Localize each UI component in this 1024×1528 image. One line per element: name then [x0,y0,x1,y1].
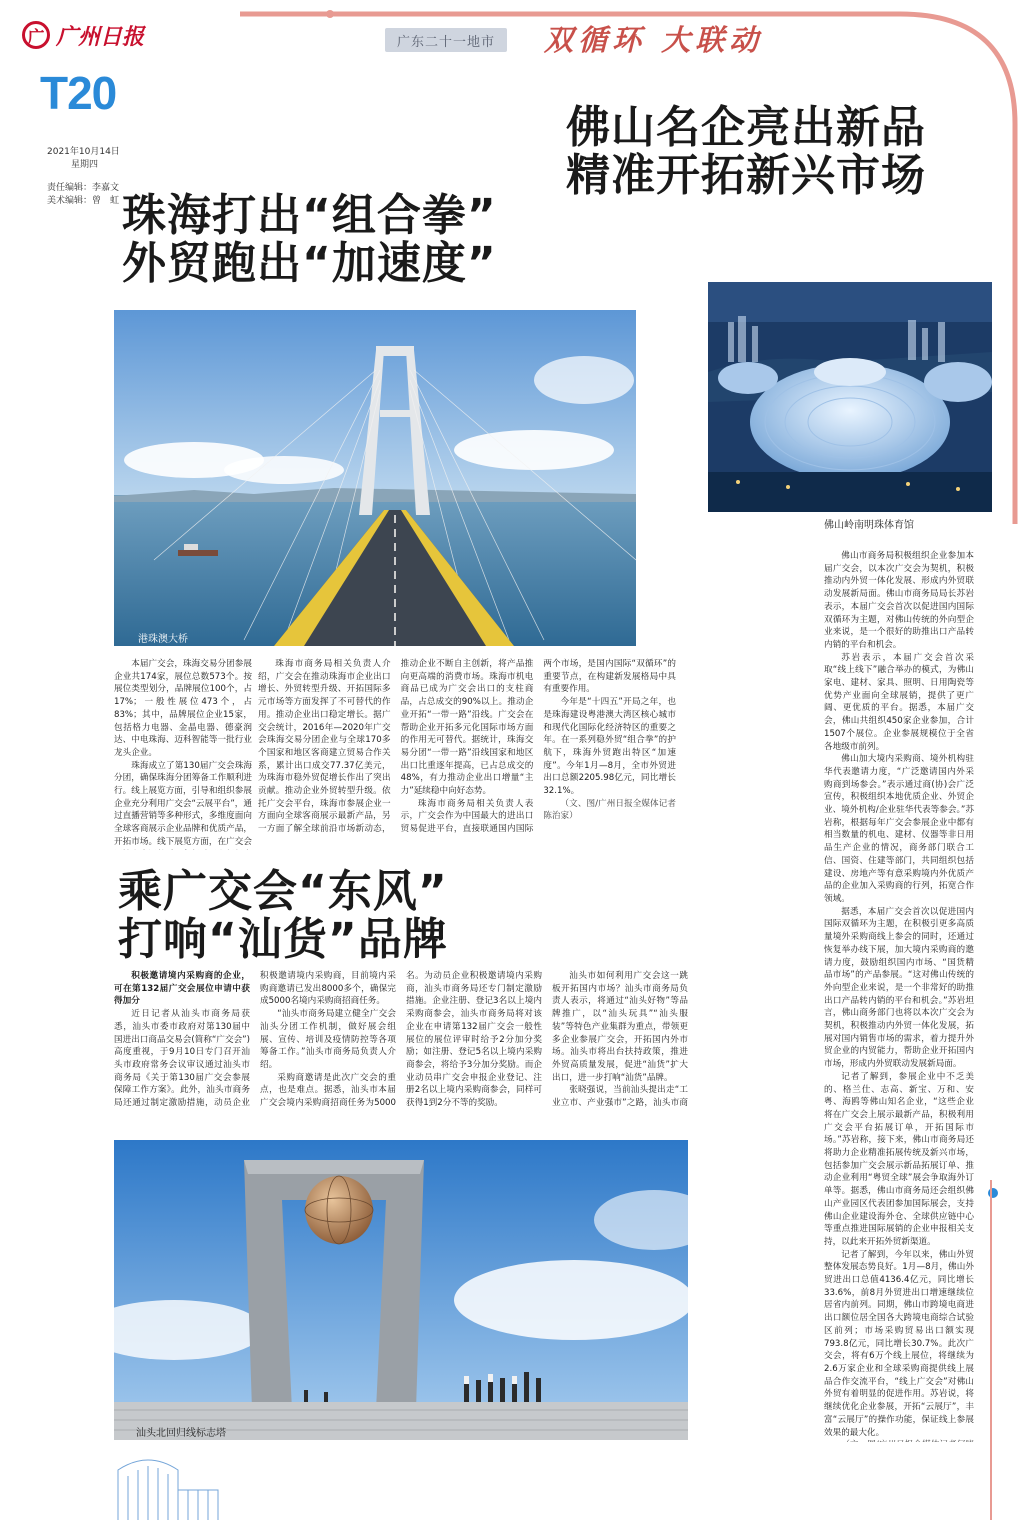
foshan-paragraph-4: 据悉，本届广交会首次以促进国内国际双循环为主题，在积极引更多高质量境外采购商线上参会的同时，还通过恢复举办线下展，加大境内采购商的邀请力度，鼓励组织国内市场、“国货精品市场”的产品参展。“这对佛山传统的外向型企业来说，是一个非常好的助推出口产品转内销的平台和机会。”苏岩坦言，佛山商务部门也将以本次广交会为契机，积极推动内外贸一体化发展，拓展对国内销售市场的需求，着力提升外贸企业的内贸能力，帮助企业开拓国内市场，形成内外贸联动发展新局面。 [824,906,974,1070]
foshan-headline-line2: 精准开拓新兴市场 [566,150,926,202]
shantou-paragraph-2: 近日记者从汕头市商务局获悉，汕头市委市政府对第130届中国进出口商品交易会(简称“广交会”)高度重视，于9月10日专门召开汕头市政府常务会议审议通过汕头市商务局《关于第130届广交会参展保障工作方案》。此外，汕头市商务局还通过制定激励措施，动员企业积极邀请境内采购商，目前境内采购商邀请已发出8000多个，确保完成5000名境内采购商招商任务。 [114,971,396,1109]
zhuhai-paragraph-5: 今年是“十四五”开局之年，也是珠海建设粤港澳大湾区核心城市和现代化国际化经济特区的重要之年。在一系列稳外贸“组合拳”的护航下，珠海外贸跑出特区“加速度”。今年1月—8月，全市外贸进出口总额2205.98亿元，同比增长32.1%。 [543,697,676,797]
foshan-paragraph-6: 记者了解到，今年以来，佛山外贸整体发展态势良好。1月—8月，佛山外贸进出口总值4136.4亿元，同比增长33.6%，前8月外贸进出口增速继续位居省内前列。同期，佛山市跨境电商进出口额位居全国各大跨境电商综合试验区前列；市场采购贸易出口额实现793.8亿元，同比增长30.7%。此次广交会，将有6万个线上展位，将继续为2.6万家企业和全球采购商提供线上展品合作交流平台，“线上广交会”对佛山外贸有着明显的促进作用。苏岩说，将继续优化企业参展，开拓“云展厅”，丰富“云展厅”的操作功能，保证线上参展效果的最大化。 [824,1249,974,1438]
shantou-tower-photo[interactable] [114,1140,688,1440]
tower-illustration [114,1140,688,1440]
gym-illustration [708,282,992,512]
decorative-rule [990,1180,998,1520]
zhuhai-column-1 [114,658,252,850]
zhuhai-paragraph-3: 珠海市商务局相关负责人介绍，广交会在推动珠海市企业出口增长、外贸转型升级、开拓国际多元市场等方面发挥了不可替代的作用。推动企业出口稳定增长。据广交会统计，2016年—2020年广交会珠海交易分团企业与全球170多个国家和地区客商建立贸易合作关系，累计出口成交77.37亿美元，为珠海市稳外贸促增长作出了突出贡献。推动企业外贸转型升级。依托广交会平台，珠海市参展企业一方面向全球客商展示最新产品，另一方面了解全球前沿市场新动态，推动企业不断自主创新，将产品推向更高端的消费市场。珠海市机电商品已成为广交会出口的支柱商品，占总成交的90%以上。推动企业开拓“一带一路”沿线。广交会在帮助企业开拓多元化国际市场方面的作用无可替代。据统计，珠海交易分团“一带一路”沿线国家和地区出口比重逐年提高，已占总成交的48%，有力推动企业出口增量“主力”延续稳中向好态势。 [258,659,534,835]
zhuhai-photo-caption: 港珠澳大桥 [138,634,188,645]
zhuhai-headline-line1: 珠海打出“组合拳” [122,190,497,241]
section-tag[interactable]: 广东二十一地市 [385,28,507,52]
foshan-paragraph-5: 记者了解到，参展企业中不乏美的、格兰仕、志高、新宝、万和、安粤、海鸥等佛山知名企业，“这些企业将在广交会上展示最新产品，积极利用广交会平台拓展订单，开拓国际市场。”苏岩称，接下来，佛山市商务局还将助力企业精准拓展传统及新兴市场，包括参加广交会展示新品拓展订单、推动企业利用“粤贸全球”展会争取海外订单等。据悉，佛山市商务局还会组织佛山产业园区代表团参加国际展会，支持佛山企业建设海外仓、全球供应链中心等重点推进国际展销的企业申报相关支持，以此来开拓外贸新渠道。 [824,1071,974,1247]
zhuhai-paragraph-2: 珠海成立了第130届广交会珠海分团，确保珠海分团筹备工作顺利进行。线上展览方面，引导和组织参展企业充分利用广交会“云展平台”，通过直播营销等多种形式，多维度面向全球客商展示企业品牌和优质产品，开拓市场。线下展览方面，在广交会 [114,760,252,847]
zhuhai-bridge-photo[interactable] [114,310,636,646]
shantou-headline[interactable] [118,868,578,965]
foshan-paragraph-3: 佛山加大境内采购商、境外机构驻华代表邀请力度，“广泛邀请国内外采购商到场参会。”表示通过商(协)会广泛宣传，积极组织本地优质企业、外贸企业、境外机构/企业驻华代表等参会。”苏岩称，根据每年广交会参展企业中都有相当数量的机电、建材、仪器等非日用品生产企业的情况，商务部门联合工信、国资、住建等部门，共同组织包括建设、房地产等有意采购境内外优质产品的企业加入采购商的行列，拓宽合作领域。 [824,754,974,904]
shantou-paragraph-5: 汕头市如何利用广交会这一跳板开拓国内市场？汕头市商务局负责人表示，将通过“汕头好物”等品牌推广，以“汕头玩具”“汕头服装”等特色产业集群为重点，带领更多企业参展广交会，开拓国内外市场。汕头市将出台扶持政策，推进外贸高质量发展，促进“汕货”扩大出口，进一步打响“汕货”品牌。 [552,971,688,1083]
zhuhai-paragraph-4: 珠海市商务局相关负责人表示，广交会作为中国最大的进出口贸易促进平台，直接联通国内国际两个市场，是国内国际“双循环”的重要节点，在构建新发展格局中具有重要作用。 [400,659,676,835]
issue-weekday: 星期四 [71,160,99,170]
foshan-paragraph-2: 苏岩表示，本届广交会首次采取“线上线下”融合举办的模式，为佛山家电、建材、家具、照明、日用陶瓷等优势产业面向全球展销，提供了更广阔、更优质的平台。据悉，本届广交会，佛山共组织450家企业参加，合计1507个展位。企业参展规模位于全省各地级市前列。 [824,652,974,752]
shantou-headline-line2: 打响“汕货”品牌 [118,914,448,966]
issue-date: 2021年10月14日 [47,147,120,157]
zhuhai-columns-2-4 [258,658,676,850]
zhuhai-paragraph-1: 本届广交会，珠海交易分团参展企业共174家，展位总数573个。按展位类型划分，品牌展位100个，占17%；一般性展位473个，占83%；其中，品牌展位企业15家，包括格力电器、金晶电器、德豪润达、中电珠海、迈科智能等一批行业龙头企业。 [114,659,252,758]
shantou-headline-line1: 乘广交会“东风” [118,866,448,917]
page-number: T20 [40,67,117,119]
shantou-paragraph-1: 积极邀请境内采购商的企业，可在第132届广交会展位申请中获得加分 [114,971,250,1007]
newspaper-logo-icon: 广 [22,21,50,49]
zhuhai-headline-line2: 外贸跑出“加速度” [122,238,497,290]
shantou-paragraph-4: 采购商邀请是此次广交会的重点，也是难点。据悉，汕头市本届广交会境内采购商招商任务为5000名。为动员企业积极邀请境内采购商，汕头市商务局还专门制定激励措施。企业注册、登记3名以上境内采购商参会，汕头市商务局将对该企业在申请第132届广交会一般性展位的展位评审时给予2分加分奖励；如注册、登记5名以上境内采购商参会，将给予3分加分奖励。而企业动员串广交会申报企业登记、注册2名以上境内采购商参会，同样可获得1到2分不等的奖励。 [260,971,542,1109]
shantou-paragraph-3: “汕头市商务局建立健全广交会汕头分团工作机制，做好展会组展、宣传、培训及疫情防控等各项筹备工作。”汕头市商务局负责人介绍。 [260,1009,396,1070]
foshan-credit [824,1439,974,1442]
art-editor-credit: 美术编辑：曾 虹 [47,196,120,206]
foshan-headline[interactable] [566,104,986,201]
foshan-column [824,550,974,1442]
page-slogan: 双循环 大联动 [544,23,764,57]
editor-credit: 责任编辑：李嘉文 [47,183,120,193]
shantou-columns [114,970,688,1122]
shantou-photo-caption: 汕头北回归线标志塔 [136,1428,226,1439]
foshan-paragraph-1: 佛山市商务局积极组织企业参加本届广交会，以本次广交会为契机，积极推动内外贸一体化发展、形成内外贸联动发展新局面。佛山市商务局局长苏岩表示，本届广交会首次以促进国内国际双循环为主题，对佛山传统的外向型企业来说，是一个很好的助推出口产品转内销的平台和机会。 [824,551,974,650]
foshan-gym-photo[interactable] [708,282,992,512]
bridge-illustration [114,310,636,646]
zhuhai-credit: （文、图/广州日报全媒体记者陈治家） [543,798,676,822]
foshan-photo-caption: 佛山岭南明珠体育馆 [824,520,914,531]
decorative-building-sketch [108,1440,232,1520]
shantou-paragraph-6: 张晓强说，当前汕头提出走“工业立市、产业强市”之路，汕头市商 [552,1085,688,1109]
newspaper-brand [22,14,162,56]
zhuhai-headline[interactable] [122,192,552,289]
newspaper-name: 广州日报 [56,23,145,50]
foshan-headline-line1: 佛山名企亮出新品 [566,102,926,153]
